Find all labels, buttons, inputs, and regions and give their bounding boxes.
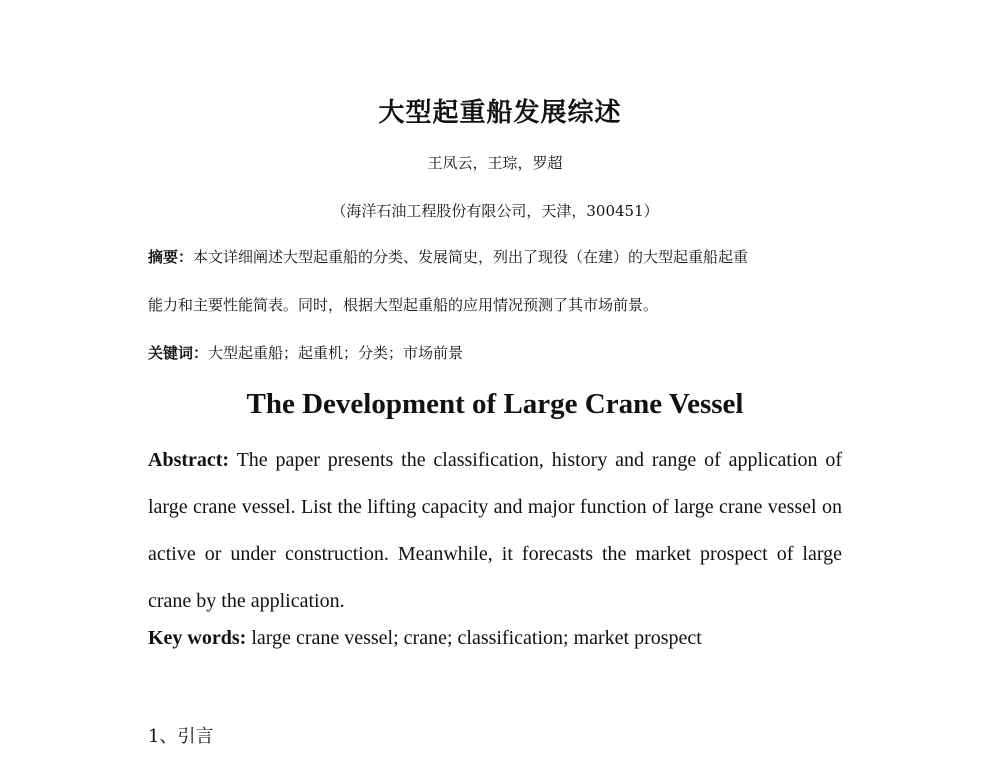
abstract-cn-line-2 — [148, 294, 848, 315]
abstract-cn-line-1 — [148, 246, 848, 267]
abstract-cn-text-2: 能力和主要性能简表。同时，根据大型起重船的应用情况预测了其市场前景。 — [148, 296, 659, 314]
paper-title-cn: 大型起重船发展综述 — [378, 98, 622, 128]
abstract-en-text: The paper presents the classification, history and range of application of large crane vessel. List the lifting capacity and major function of large crane vessel on active or under construction. Meanwhile, it forecasts the market prospect of large crane by the application. — [148, 449, 842, 612]
keywords-en — [148, 627, 848, 650]
keywords-cn — [148, 342, 848, 363]
abstract-en — [148, 437, 842, 625]
abstract-cn-text-1: 本文详细阐述大型起重船的分类、发展简史，列出了现役（在建）的大型起重船起重 — [193, 248, 749, 266]
keywords-en-text: large crane vessel; crane; classification; market prospect — [251, 627, 702, 649]
abstract-en-label: Abstract: — [148, 449, 230, 471]
authors-cn: 王凤云，王琮，罗超 — [427, 154, 563, 172]
paper-title-en: The Development of Large Crane Vessel — [246, 388, 744, 420]
section-heading-introduction: 1、引言 — [148, 726, 214, 747]
abstract-cn-label: 摘要： — [148, 248, 194, 266]
keywords-cn-label: 关键词： — [148, 344, 209, 362]
affiliation-cn: （海洋石油工程股份有限公司，天津，300451） — [331, 202, 659, 220]
keywords-en-label: Key words: — [148, 627, 247, 649]
keywords-cn-text: 大型起重船；起重机；分类；市场前景 — [208, 344, 464, 362]
